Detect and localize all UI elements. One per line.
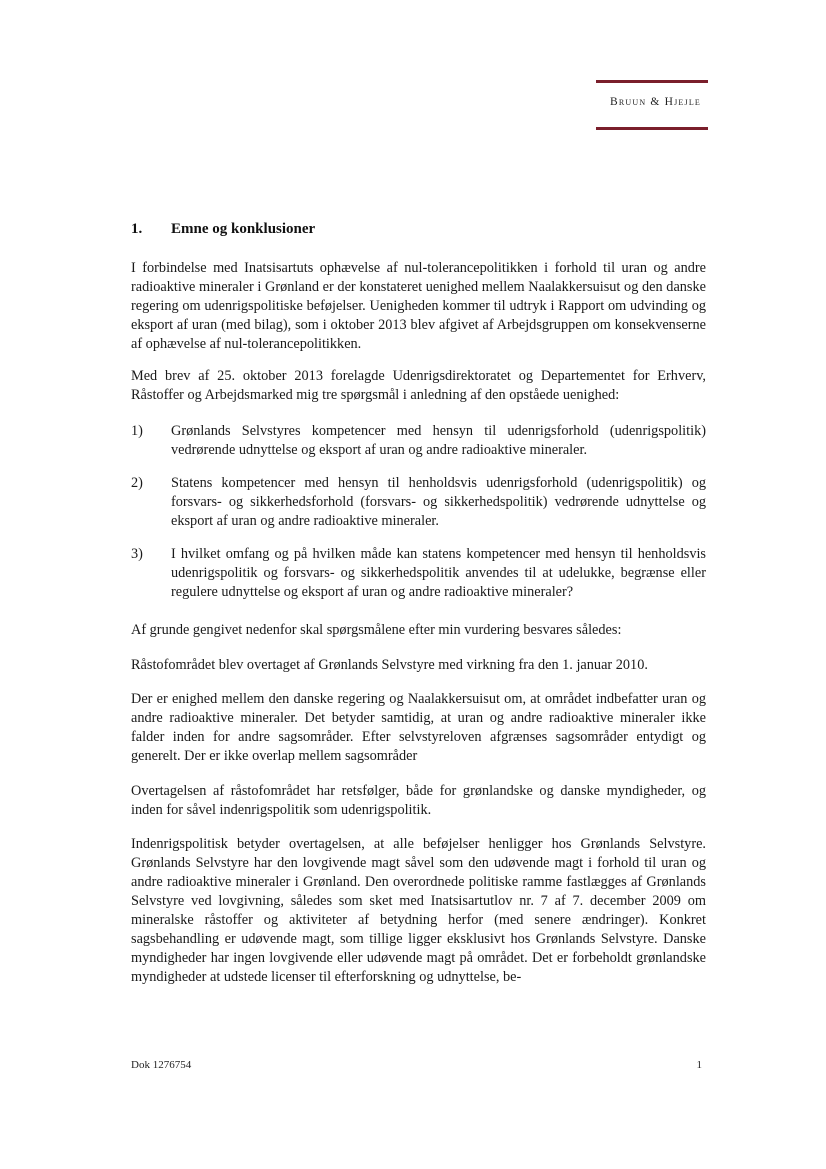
question-text: Grønlands Selvstyres kompetencer med hensyn til udenrigsforhold (udenrigspolitik) vedrørende udnyttelse og eksport af uran og andre radioaktive mineraler. bbox=[171, 423, 706, 458]
question-number: 1) bbox=[131, 423, 143, 439]
header-rule-bottom bbox=[596, 127, 708, 130]
paragraph-domestic: Indenrigspolitisk betyder overtagelsen, at alle beføjelser henligger hos Grønlands Selvstyre. Grønlands Selvstyre har den lovgivende magt såvel som den udøvende magt i forhold til uran og andre radioaktive mineraler i Grønland. Den overordnede politiske ramme fastlægges af Grønlands Selvstyre ved lovgivning, således som sket med Inatsisartutlov nr. 7 af 7. december 2009 om mineralske råstoffer og aktiviteter af betydning herfor (med senere ændringer). Konkret sagsbehandling er udøvende magt, som tillige ligger eksklusivt hos Grønlands Selvstyre. Danske myndigheder har ingen lovgivende eller udøvende magt på området. Det er forbeholdt grønlandske myndigheder at udstede licenser til efterforskning og udnyttelse, be- bbox=[131, 836, 706, 985]
paragraph-takeover: Råstofområdet blev overtaget af Grønlands Selvstyre med virkning fra den 1. januar 2010. bbox=[131, 657, 648, 673]
question-number: 3) bbox=[131, 546, 143, 562]
question-text: I hvilket omfang og på hvilken måde kan statens kompetencer med hensyn til henholdsvis udenrigspolitik og forsvars- og sikkerhedspolitik anvendes til at udelukke, begrænse eller regulere udnyttelse og eksport af uran og andre radioaktive mineraler? bbox=[171, 546, 706, 600]
question-number: 2) bbox=[131, 475, 143, 491]
document-id: Dok 1276754 bbox=[131, 1059, 192, 1071]
question-text: Statens kompetencer med hensyn til henholdsvis udenrigsforhold (udenrigspolitik) og forsvars- og sikkerhedsforhold (forsvars- og sikkerhedspolitik) vedrørende udnyttelse og eksport af uran og andre radioaktive mineraler. bbox=[171, 475, 706, 529]
paragraph-agreement: Der er enighed mellem den danske regering og Naalakkersuisut om, at området indbefatter uran og andre radioaktive mineraler. Det betyder samtidig, at uran og andre radioaktive mineraler ikke falder inden for andre sagsområder. Efter selvstyreloven afgrænses sagsområder entydigt og generelt. Der er ikke overlap mellem sagsområder bbox=[131, 691, 706, 764]
brand-logo: Bruun & Hjejle bbox=[609, 96, 701, 108]
section-heading bbox=[131, 221, 315, 238]
section-number: 1. bbox=[131, 221, 143, 237]
paragraph-answer-intro: Af grunde gengivet nedenfor skal spørgsmålene efter min vurdering besvares således: bbox=[131, 622, 622, 638]
paragraph-intro: I forbindelse med Inatsisartuts ophævelse af nul-tolerancepolitikken i forhold til uran og andre radioaktive mineraler i Grønland er der konstateret uenighed mellem Naalakkersuisut og den danske regering om udenrigspolitiske beføjelser. Uenigheden kommer til udtryk i Rapport om udvinding og eksport af uran (med bilag), som i oktober 2013 blev afgivet af Arbejdsgruppen om konsekvenserne af ophævelse af nul-tolerancepolitikken. bbox=[131, 260, 706, 352]
paragraph-letter: Med brev af 25. oktober 2013 forelagde Udenrigsdirektoratet og Departementet for Erhverv, Råstoffer og Arbejdsmarked mig tre spørgsmål i anledning af den opståede uenighed: bbox=[131, 368, 706, 403]
header-rule-top bbox=[596, 80, 708, 83]
section-title: Emne og konklusioner bbox=[171, 221, 316, 237]
paragraph-consequences: Overtagelsen af råstofområdet har retsfølger, både for grønlandske og danske myndigheder, og inden for såvel indenrigspolitik som udenrigspolitik. bbox=[131, 783, 706, 818]
page-number: 1 bbox=[696, 1059, 702, 1071]
